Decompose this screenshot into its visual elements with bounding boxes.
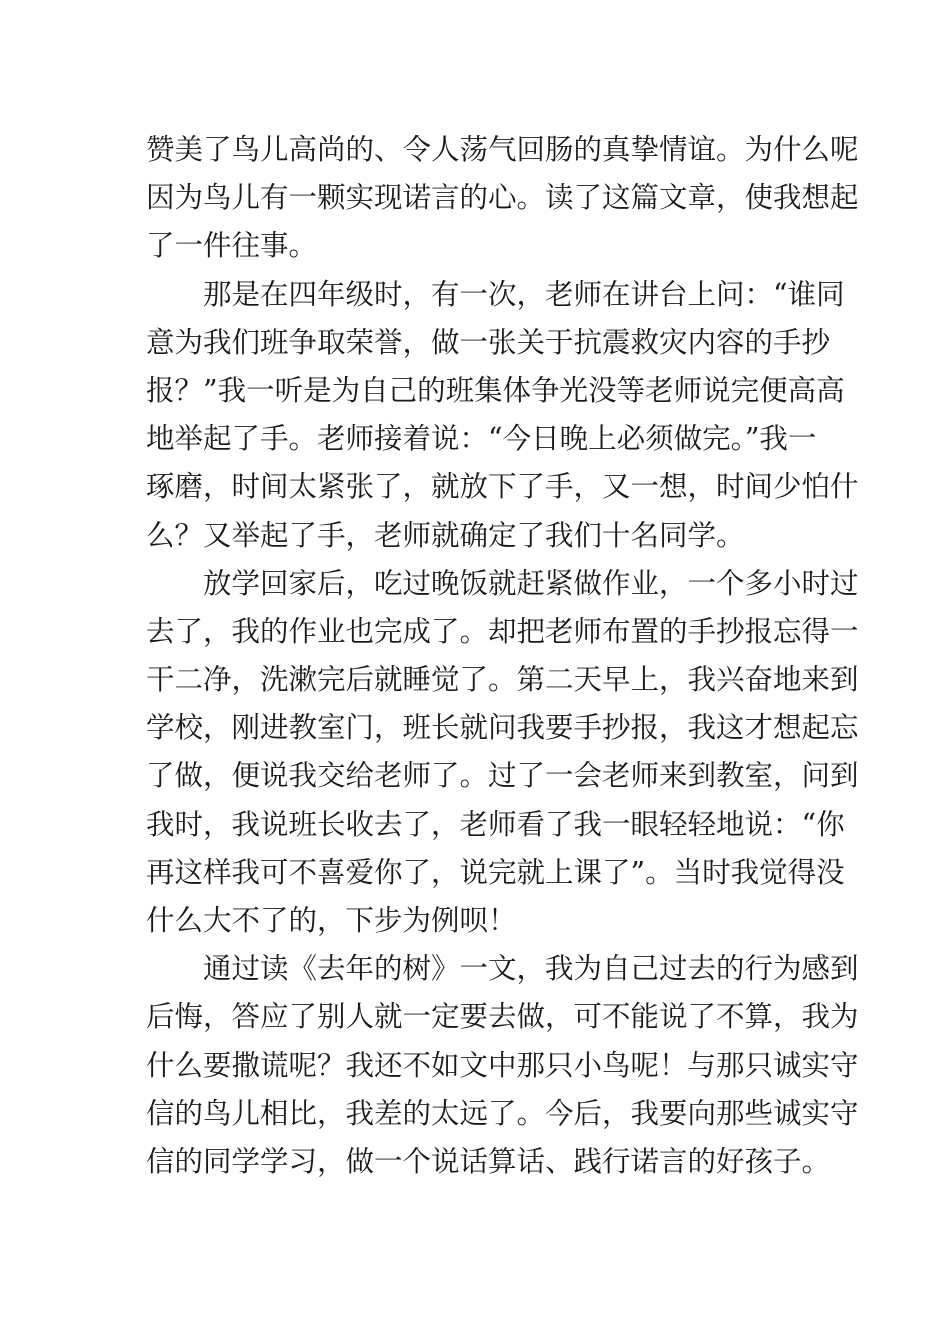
text-line: 琢磨，时间太紧张了，就放下了手，又一想，时间少怕什 [146,470,859,504]
paragraph-1 [146,126,859,271]
text-line: 么？又举起了手，老师就确定了我们十名同学。 [146,518,745,552]
text-line: 去了，我的作业也完成了。却把老师布置的手抄报忘得一 [146,614,859,648]
paragraph-4 [146,945,859,1186]
text-line: 了做，便说我交给老师了。过了一会老师来到教室，问到 [146,759,859,793]
document-body [146,126,859,1186]
text-line: 因为鸟儿有一颗实现诺言的心。读了这篇文章，使我想起 [146,181,859,215]
text-line: 信的鸟儿相比，我差的太远了。今后，我要向那些诚实守 [146,1096,859,1130]
text-line: 信的同学学习，做一个说话算话、践行诺言的好孩子。 [146,1144,831,1178]
text-line: 赞美了鸟儿高尚的、令人荡气回肠的真挚情谊。为什么呢 [146,133,859,166]
text-line: 报？”我一听是为自己的班集体争光没等老师说完便高高 [146,373,845,407]
text-line: 我时，我说班长收去了，老师看了我一眼轻轻地说：“你 [146,807,845,841]
text-line: 干二净，洗漱完后就睡觉了。第二天早上，我兴奋地来到 [146,663,859,697]
text-line: 什么大不了的，下步为例呗！ [146,904,517,937]
text-line: 再这样我可不喜爱你了，说完就上课了”。当时我觉得没 [146,855,845,889]
text-line: 那是在四年级时，有一次，老师在讲台上问：“谁同 [203,277,845,311]
text-line: 地举起了手。老师接着说：“今日晚上必须做完。”我一 [146,422,817,456]
text-line: 意为我们班争取荣誉，做一张关于抗震救灾内容的手抄 [146,325,831,359]
text-line: 什么要撒谎呢？我还不如文中那只小鸟呢！与那只诚实守 [146,1048,859,1082]
paragraph-2 [146,271,859,560]
text-line: 了一件往事。 [146,229,318,263]
text-line: 后悔，答应了别人就一定要去做，可不能说了不算，我为 [146,1000,859,1034]
text-line: 放学回家后，吃过晚饭就赶紧做作业，一个多小时过 [203,566,859,600]
text-line: 通过读《去年的树》一文，我为自己过去的行为感到 [203,952,859,986]
text-line: 学校，刚进教室门，班长就问我要手抄报，我这才想起忘 [146,711,859,745]
paragraph-3 [146,560,859,946]
